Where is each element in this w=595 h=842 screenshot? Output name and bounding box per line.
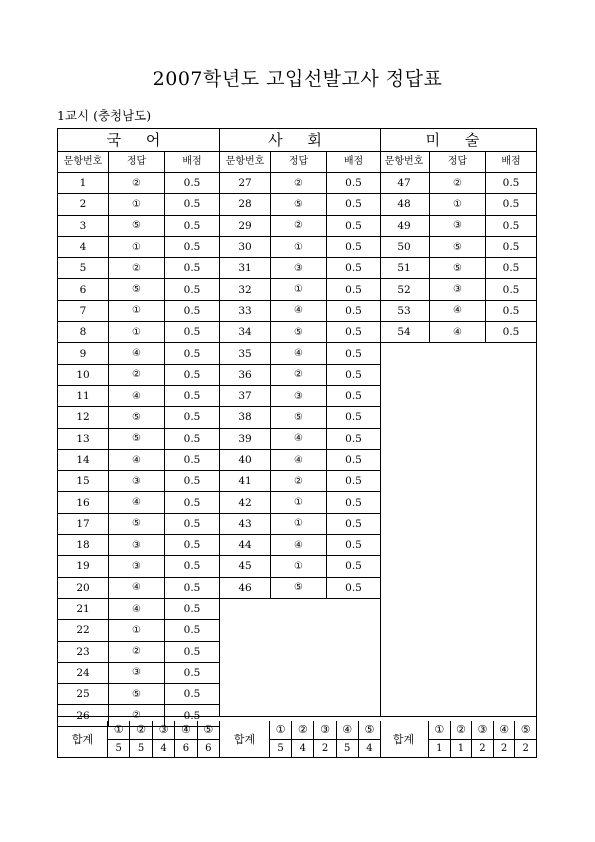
table-row [220, 578, 380, 599]
subject-title: 사 회 [220, 129, 380, 152]
question-number: 13 [58, 429, 109, 449]
answer-mark: ⑤ [271, 194, 327, 214]
column-header: 배점 [501, 156, 521, 167]
question-number: 43 [220, 514, 271, 534]
answer-mark: ② [271, 173, 327, 193]
question-number: 11 [58, 386, 109, 406]
answer-mark: ① [271, 492, 327, 512]
table-row [58, 663, 219, 684]
answer-mark: ⑤ [430, 237, 486, 257]
choice-symbol: ② [451, 721, 473, 739]
sum-count-row [270, 740, 380, 758]
question-number: 44 [220, 535, 271, 555]
choice-count: 2 [472, 740, 494, 758]
answer-mark: ④ [271, 301, 327, 321]
question-number: 25 [58, 684, 109, 704]
choice-symbol: ① [108, 721, 130, 739]
choice-count: 2 [494, 740, 516, 758]
question-number: 31 [220, 258, 271, 278]
question-number: 45 [220, 556, 271, 576]
answer-mark: ① [109, 620, 165, 640]
question-number: 53 [379, 301, 430, 321]
column-header-row [58, 152, 219, 173]
table-row [379, 279, 536, 300]
answer-mark: ⑤ [109, 279, 165, 299]
table-row [220, 173, 380, 194]
table-row [58, 599, 219, 620]
score-value: 0.5 [502, 241, 520, 254]
answer-mark: ④ [109, 599, 165, 619]
answer-mark: ① [109, 237, 165, 257]
answer-mark: ① [430, 194, 486, 214]
question-number: 28 [220, 194, 271, 214]
question-number: 46 [220, 578, 271, 598]
score-value: 0.5 [502, 326, 520, 339]
score-value: 0.5 [183, 411, 201, 424]
summary-korean [58, 721, 219, 757]
score-value: 0.5 [345, 581, 362, 594]
question-number: 15 [58, 471, 109, 491]
answer-mark: ④ [271, 535, 327, 555]
question-number: 12 [58, 407, 109, 427]
choice-symbol: ① [270, 721, 292, 739]
answer-mark: ⑤ [271, 578, 327, 598]
score-value: 0.5 [345, 539, 362, 552]
column-header: 정답 [430, 152, 486, 172]
question-number: 35 [220, 343, 271, 363]
score-value: 0.5 [183, 304, 201, 317]
table-row [58, 322, 219, 343]
choice-count: 5 [337, 740, 359, 758]
score-value: 0.5 [183, 262, 201, 275]
answer-mark: ④ [271, 450, 327, 470]
column-header: 문항번호 [58, 152, 109, 172]
question-number: 41 [220, 471, 271, 491]
answer-mark: ① [271, 279, 327, 299]
question-number: 48 [379, 194, 430, 214]
score-value: 0.5 [345, 454, 362, 466]
score-value: 0.5 [183, 283, 201, 296]
answer-mark: ⑤ [109, 514, 165, 534]
score-value: 0.5 [183, 475, 201, 488]
choice-count: 1 [429, 740, 451, 758]
choice-count: 2 [314, 740, 336, 758]
score-value: 0.5 [345, 283, 362, 296]
question-number: 27 [220, 173, 271, 193]
score-value: 0.5 [345, 390, 362, 403]
answer-key-table [57, 128, 537, 758]
table-row [220, 301, 380, 322]
question-number: 54 [379, 322, 430, 342]
table-row [58, 279, 219, 300]
answer-mark: ③ [271, 258, 327, 278]
score-value: 0.5 [345, 198, 362, 211]
sum-choice-row [108, 721, 219, 740]
question-number: 5 [58, 258, 109, 278]
table-row [58, 620, 219, 641]
score-value: 0.5 [183, 177, 201, 190]
answer-mark: ④ [109, 386, 165, 406]
choice-symbol: ③ [153, 721, 175, 739]
table-row [220, 514, 380, 535]
question-number: 17 [58, 514, 109, 534]
sum-choice-row [429, 721, 536, 740]
question-number: 34 [220, 322, 271, 342]
column-header: 문항번호 [220, 152, 271, 172]
answer-mark: ④ [430, 322, 486, 342]
answer-mark: ① [109, 322, 165, 342]
question-number: 51 [379, 258, 430, 278]
question-number: 23 [58, 642, 109, 662]
summary-art [379, 721, 536, 757]
session-label: 1교시 (충청남도) [57, 108, 152, 123]
table-row [58, 343, 219, 364]
score-value: 0.5 [502, 177, 520, 190]
answer-mark: ② [109, 642, 165, 662]
answer-mark: ④ [109, 450, 165, 470]
table-row [220, 237, 380, 258]
choice-count: 5 [270, 740, 292, 758]
choice-count: 6 [205, 742, 212, 754]
answer-mark: ① [109, 301, 165, 321]
sum-choice-row [270, 721, 380, 740]
question-number: 6 [58, 279, 109, 299]
question-number: 16 [58, 492, 109, 512]
subject-panel-korean [58, 129, 219, 722]
answer-mark: ① [271, 237, 327, 257]
table-row [220, 535, 380, 556]
sum-count-row [429, 740, 536, 758]
answer-mark: ③ [109, 556, 165, 576]
table-row [58, 514, 219, 535]
table-row [220, 471, 380, 492]
table-row [58, 642, 219, 663]
table-row [220, 429, 380, 450]
score-value: 0.5 [345, 262, 362, 275]
table-row [220, 365, 380, 386]
question-number: 36 [220, 365, 271, 385]
answer-mark: ④ [109, 492, 165, 512]
answer-mark: ④ [271, 343, 327, 363]
question-number: 26 [58, 705, 109, 725]
sum-label: 합계 [379, 721, 429, 757]
answer-mark: ③ [271, 386, 327, 406]
question-number: 49 [379, 216, 430, 236]
score-value: 0.5 [183, 560, 201, 573]
question-number: 24 [58, 663, 109, 683]
table-row [379, 194, 536, 215]
answer-mark: ④ [430, 301, 486, 321]
table-row [58, 258, 219, 279]
question-number: 3 [58, 216, 109, 236]
score-value: 0.5 [183, 645, 201, 658]
choice-count: 6 [175, 740, 197, 758]
score-value: 0.5 [183, 432, 201, 445]
sum-grid [429, 721, 536, 757]
score-value: 0.5 [183, 666, 201, 679]
question-number: 52 [379, 279, 430, 299]
score-value: 0.5 [502, 219, 520, 232]
answer-mark: ③ [109, 663, 165, 683]
question-number: 37 [220, 386, 271, 406]
table-row [220, 258, 380, 279]
table-row [58, 386, 219, 407]
question-number: 20 [58, 578, 109, 598]
table-row [58, 556, 219, 577]
summary-social [219, 721, 381, 757]
table-row [58, 684, 219, 705]
answer-mark: ② [109, 258, 165, 278]
choice-count: 4 [366, 742, 373, 754]
question-number: 22 [58, 620, 109, 640]
sum-count-row [108, 740, 219, 758]
column-header-row [379, 152, 536, 173]
score-value: 0.5 [183, 241, 201, 254]
sum-grid [270, 721, 380, 757]
answer-mark: ② [271, 365, 327, 385]
score-value: 0.5 [502, 198, 520, 211]
score-value: 0.5 [183, 198, 201, 211]
score-value: 0.5 [345, 475, 362, 488]
choice-symbol: ⑤ [520, 723, 531, 737]
score-value: 0.5 [345, 241, 362, 254]
question-number: 8 [58, 322, 109, 342]
question-number: 42 [220, 492, 271, 512]
question-number: 40 [220, 450, 271, 470]
answer-mark: ② [109, 173, 165, 193]
choice-symbol: ② [292, 721, 314, 739]
choice-symbol: ③ [472, 721, 494, 739]
table-row [220, 556, 380, 577]
subject-panel-social [219, 129, 381, 716]
answer-mark: ④ [109, 343, 165, 363]
choice-symbol: ⑤ [364, 723, 375, 737]
choice-symbol: ④ [494, 721, 516, 739]
score-value: 0.5 [183, 390, 201, 403]
table-row [58, 194, 219, 215]
score-value: 0.5 [183, 624, 201, 637]
score-value: 0.5 [183, 219, 201, 232]
score-value: 0.5 [345, 517, 362, 530]
sum-label: 합계 [220, 721, 270, 757]
table-row [58, 578, 219, 599]
table-row [379, 258, 536, 279]
table-row [58, 407, 219, 428]
table-row [379, 216, 536, 237]
column-header: 배점 [343, 156, 364, 167]
choice-symbol: ④ [175, 721, 197, 739]
score-value: 0.5 [345, 368, 362, 381]
question-number: 29 [220, 216, 271, 236]
question-number: 50 [379, 237, 430, 257]
table-row [58, 471, 219, 492]
column-header: 배점 [182, 156, 202, 167]
question-number: 19 [58, 556, 109, 576]
answer-mark: ② [271, 471, 327, 491]
answer-mark: ① [271, 556, 327, 576]
table-row [379, 173, 536, 194]
question-number: 21 [58, 599, 109, 619]
answer-mark: ⑤ [109, 216, 165, 236]
score-value: 0.5 [183, 688, 201, 701]
table-row [220, 492, 380, 513]
choice-count: 5 [130, 740, 152, 758]
column-header: 정답 [109, 152, 165, 172]
score-value: 0.5 [345, 177, 362, 190]
question-number: 1 [58, 173, 109, 193]
score-value: 0.5 [345, 496, 362, 509]
answer-mark: ⑤ [271, 407, 327, 427]
score-value: 0.5 [345, 326, 362, 339]
question-number: 9 [58, 343, 109, 363]
table-row [220, 343, 380, 364]
question-number: 4 [58, 237, 109, 257]
table-row [220, 450, 380, 471]
score-value: 0.5 [183, 326, 201, 339]
score-value: 0.5 [502, 262, 520, 275]
table-row [220, 194, 380, 215]
answer-mark: ② [109, 365, 165, 385]
column-header-row [220, 152, 380, 173]
question-number: 10 [58, 365, 109, 385]
score-value: 0.5 [183, 581, 201, 594]
page-title: 2007학년도 고입선발고사 정답표 [152, 68, 443, 90]
choice-count: 2 [522, 742, 529, 754]
answer-mark: ④ [109, 578, 165, 598]
score-value: 0.5 [183, 368, 201, 381]
question-number: 47 [379, 173, 430, 193]
table-row [220, 322, 380, 343]
table-row [58, 173, 219, 194]
answer-mark: ⑤ [271, 322, 327, 342]
sum-grid [108, 721, 219, 757]
answer-mark: ② [430, 173, 486, 193]
question-number: 18 [58, 535, 109, 555]
subject-title: 국 어 [58, 129, 219, 152]
answer-mark: ③ [430, 279, 486, 299]
answer-mark: ① [271, 514, 327, 534]
question-number: 2 [58, 194, 109, 214]
table-row [220, 279, 380, 300]
choice-count: 1 [451, 740, 473, 758]
choice-count: 4 [292, 740, 314, 758]
table-row [58, 535, 219, 556]
answer-mark: ③ [109, 471, 165, 491]
table-row [58, 216, 219, 237]
score-value: 0.5 [502, 283, 520, 296]
question-number: 7 [58, 301, 109, 321]
answer-mark: ⑤ [109, 407, 165, 427]
answer-mark: ④ [271, 429, 327, 449]
question-number: 38 [220, 407, 271, 427]
table-row [58, 301, 219, 322]
summary-divider [58, 716, 536, 717]
question-number: 32 [220, 279, 271, 299]
table-row [379, 322, 536, 343]
answer-mark: ⑤ [109, 684, 165, 704]
question-number: 14 [58, 450, 109, 470]
choice-symbol: ③ [314, 721, 336, 739]
question-number: 39 [220, 429, 271, 449]
choice-symbol: ① [429, 721, 451, 739]
table-row [220, 216, 380, 237]
score-value: 0.5 [345, 219, 362, 232]
table-row [58, 237, 219, 258]
score-value: 0.5 [183, 603, 201, 616]
score-value: 0.5 [183, 496, 201, 509]
score-value: 0.5 [345, 304, 362, 317]
score-value: 0.5 [345, 560, 362, 573]
score-value: 0.5 [183, 539, 201, 552]
table-row [58, 429, 219, 450]
choice-symbol: ④ [337, 721, 359, 739]
answer-mark: ① [109, 194, 165, 214]
column-header: 문항번호 [379, 152, 430, 172]
score-value: 0.5 [183, 517, 201, 530]
subject-title: 미 술 [379, 129, 536, 152]
answer-mark: ② [109, 705, 165, 725]
choice-count: 5 [108, 740, 130, 758]
question-number: 30 [220, 237, 271, 257]
question-number: 33 [220, 301, 271, 321]
column-header: 정답 [271, 152, 327, 172]
score-value: 0.5 [183, 709, 201, 722]
table-row [379, 301, 536, 322]
choice-count: 4 [153, 740, 175, 758]
answer-mark: ② [271, 216, 327, 236]
table-row [379, 237, 536, 258]
subject-panel-art [379, 129, 536, 716]
answer-mark: ③ [109, 535, 165, 555]
choice-symbol: ⑤ [203, 723, 214, 737]
answer-mark: ⑤ [430, 258, 486, 278]
score-value: 0.5 [345, 411, 362, 424]
score-value: 0.5 [183, 454, 201, 466]
score-value: 0.5 [345, 347, 362, 360]
score-value: 0.5 [183, 347, 201, 360]
table-row [58, 492, 219, 513]
sum-label: 합계 [58, 721, 108, 757]
table-row [220, 386, 380, 407]
answer-mark: ③ [430, 216, 486, 236]
score-value: 0.5 [345, 432, 362, 445]
choice-symbol: ② [130, 721, 152, 739]
score-value: 0.5 [502, 304, 520, 317]
answer-mark: ⑤ [109, 429, 165, 449]
table-row [58, 365, 219, 386]
table-row [220, 407, 380, 428]
table-row [58, 450, 219, 471]
